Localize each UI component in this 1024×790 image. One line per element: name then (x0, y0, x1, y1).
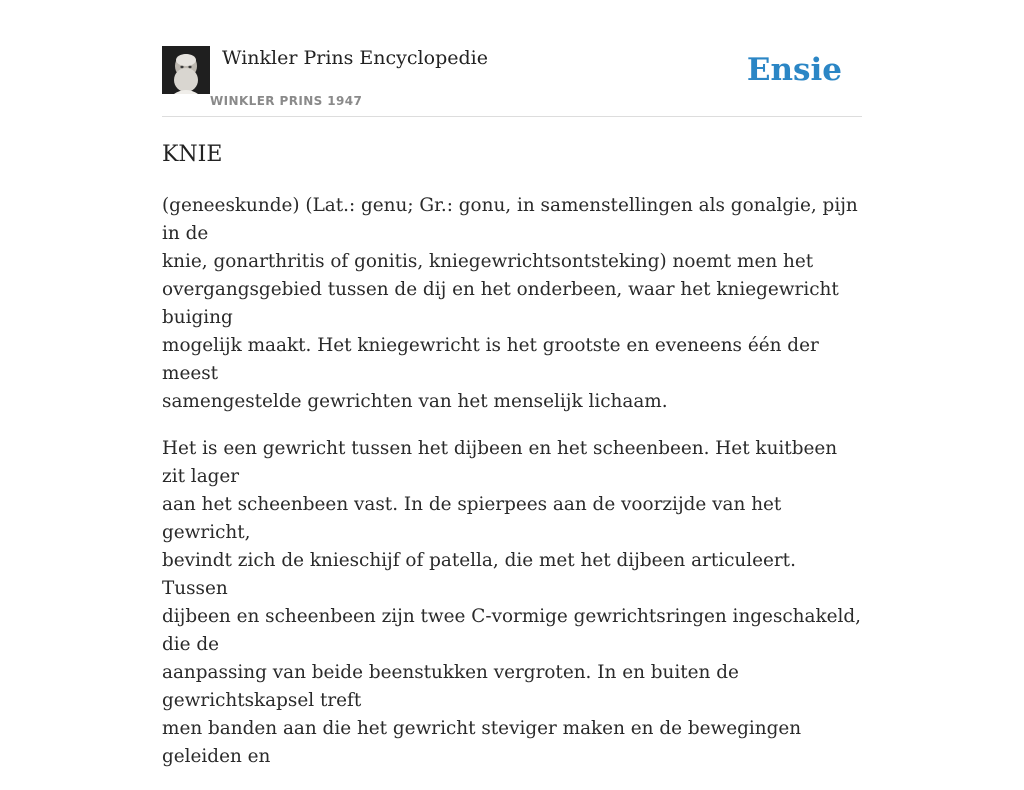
source-name[interactable]: Winkler Prins Encyclopedie (222, 47, 488, 69)
brand-logo[interactable]: Ensie (746, 52, 842, 88)
bearded-man-portrait-icon (162, 46, 210, 94)
avatar[interactable] (162, 46, 210, 94)
source-header (162, 46, 862, 117)
article-title: KNIE (162, 142, 223, 167)
article-paragraph: (geneeskunde) (Lat.: genu; Gr.: gonu, in samenstellingen als gonalgie, pijn in de knie, gonarthritis of gonitis, kniegewrichtsontsteking) noemt men het overgangsgebied tussen de dij en het onderbeen, waar het kniegewricht buiging mogelijk maakt. Het kniegewricht is het grootste en eveneens één der meest samengestelde gewrichten van het menselijk lichaam. (162, 195, 858, 412)
article-paragraph: Het is een gewricht tussen het dijbeen en het scheenbeen. Het kuitbeen zit lager aan het scheenbeen vast. In de spierpees aan de voorzijde van het gewricht, bevindt zich de knieschijf of patella, die met het dijbeen articuleert. Tussen dijbeen en scheenbeen zijn twee C-vormige gewrichtsringen ingeschakeld, die de aanpassing van beide beenstukken vergroten. In en buiten de gewrichtskapsel treft men banden aan die het gewricht steviger maken en de bewegingen geleiden en (162, 438, 862, 767)
article-body (162, 192, 862, 790)
source-subtitle[interactable]: WINKLER PRINS 1947 (210, 94, 363, 108)
